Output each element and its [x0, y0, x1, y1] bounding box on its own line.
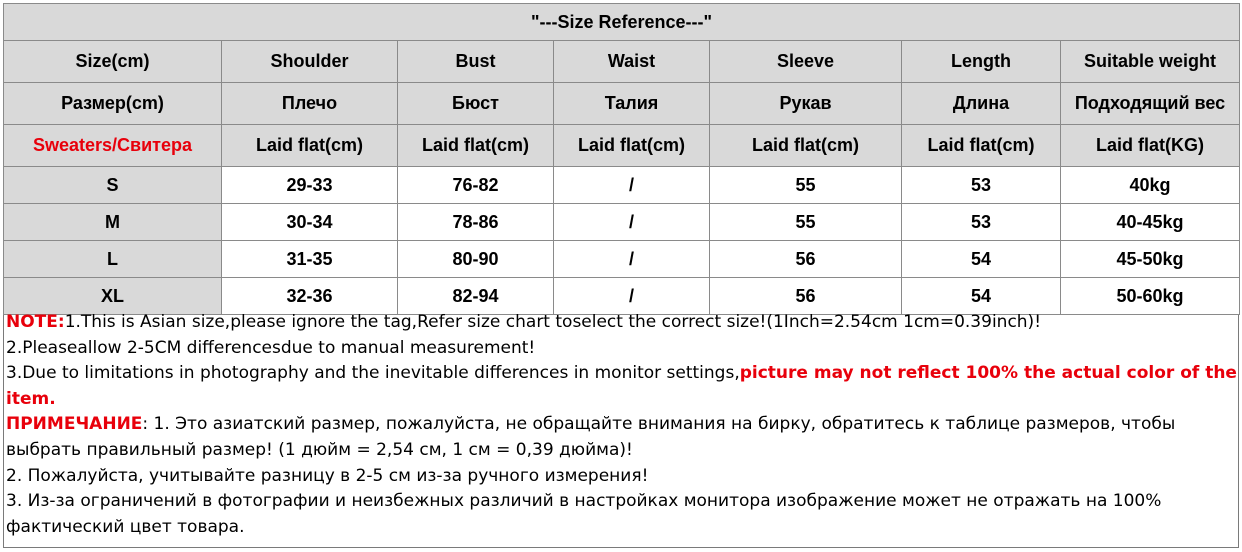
- header-ru-sleeve: Рукав: [710, 83, 902, 125]
- weight-value: 50-60kg: [1061, 278, 1240, 315]
- shoulder-value: 32-36: [222, 278, 398, 315]
- size-chart-table: [3, 3, 1240, 315]
- ru-note-line-3: 3. Из-за ограничений в фотографии и неизбежных различий в настройках монитора изображение может не отражать на 100% фактический цвет товара.: [6, 491, 1162, 537]
- header-weight: Suitable weight: [1061, 41, 1240, 83]
- weight-value: 40kg: [1061, 167, 1240, 204]
- unit-waist: Laid flat(cm): [554, 125, 710, 167]
- note-label: NOTE:: [6, 312, 65, 332]
- waist-value: /: [554, 167, 710, 204]
- length-value: 53: [902, 204, 1061, 241]
- header-waist: Waist: [554, 41, 710, 83]
- table-title: "---Size Reference---": [4, 4, 1240, 41]
- header-size: Size(cm): [4, 41, 222, 83]
- ru-note-line-1: [6, 412, 1238, 463]
- ru-note-text-1: : 1. Это азиатский размер, пожалуйста, не обращайте внимания на бирку, обратитесь к таблице размеров, чтобы выбрать правильный размер! (1 дюйм = 2,54 см, 1 см = 0,39 дюйма)!: [6, 414, 1176, 460]
- header-ru-size: Размер(cm): [4, 83, 222, 125]
- sleeve-value: 55: [710, 167, 902, 204]
- size-label: L: [4, 241, 222, 278]
- size-label: S: [4, 167, 222, 204]
- header-ru-shoulder: Плечо: [222, 83, 398, 125]
- shoulder-value: 30-34: [222, 204, 398, 241]
- note-color-warning: picture may not reflect 100% the actual color of the item.: [6, 363, 1237, 409]
- bust-value: 78-86: [398, 204, 554, 241]
- waist-value: /: [554, 204, 710, 241]
- sleeve-value: 55: [710, 204, 902, 241]
- header-ru-weight: Подходящий вес: [1061, 83, 1240, 125]
- length-value: 54: [902, 278, 1061, 315]
- note-text-1: 1.This is Asian size,please ignore the tag,Refer size chart toselect the correct size!(1Inch=2.54cm 1cm=0.39inch)!: [64, 312, 1042, 332]
- size-label: M: [4, 204, 222, 241]
- header-ru-bust: Бюст: [398, 83, 554, 125]
- note-text-3: 3.Due to limitations in photography and the inevitable differences in monitor settings,: [6, 363, 740, 384]
- sleeve-value: 56: [710, 278, 902, 315]
- ru-note-label: ПРИМЕЧАНИЕ: [6, 414, 143, 435]
- length-value: 54: [902, 241, 1061, 278]
- header-ru-waist: Талия: [554, 83, 710, 125]
- bust-value: 82-94: [398, 278, 554, 315]
- unit-sleeve: Laid flat(cm): [710, 125, 902, 167]
- header-bust: Bust: [398, 41, 554, 83]
- waist-value: /: [554, 241, 710, 278]
- note-line-3: [6, 361, 1238, 412]
- waist-value: /: [554, 278, 710, 315]
- header-ru-length: Длина: [902, 83, 1061, 125]
- length-value: 53: [902, 167, 1061, 204]
- shoulder-value: 29-33: [222, 167, 398, 204]
- table-row: [4, 278, 1240, 315]
- header-length: Length: [902, 41, 1061, 83]
- note-line-2: 2.Pleaseallow 2-5CM differencesdue to manual measurement!: [6, 337, 536, 358]
- bust-value: 76-82: [398, 167, 554, 204]
- ru-note-line-2: 2. Пожалуйста, учитывайте разницу в 2-5 см из-за ручного измерения!: [6, 465, 649, 486]
- header-shoulder: Shoulder: [222, 41, 398, 83]
- unit-shoulder: Laid flat(cm): [222, 125, 398, 167]
- table-row: [4, 204, 1240, 241]
- table-row: [4, 167, 1240, 204]
- bust-value: 80-90: [398, 241, 554, 278]
- shoulder-value: 31-35: [222, 241, 398, 278]
- weight-value: 45-50kg: [1061, 241, 1240, 278]
- sleeve-value: 56: [710, 241, 902, 278]
- unit-bust: Laid flat(cm): [398, 125, 554, 167]
- note-line-1: [6, 310, 1238, 336]
- product-category-label: Sweaters/Свитера: [4, 125, 222, 167]
- notes-section: [6, 310, 1238, 540]
- header-sleeve: Sleeve: [710, 41, 902, 83]
- unit-length: Laid flat(cm): [902, 125, 1061, 167]
- table-row: [4, 241, 1240, 278]
- unit-weight: Laid flat(KG): [1061, 125, 1240, 167]
- weight-value: 40-45kg: [1061, 204, 1240, 241]
- size-label: XL: [4, 278, 222, 315]
